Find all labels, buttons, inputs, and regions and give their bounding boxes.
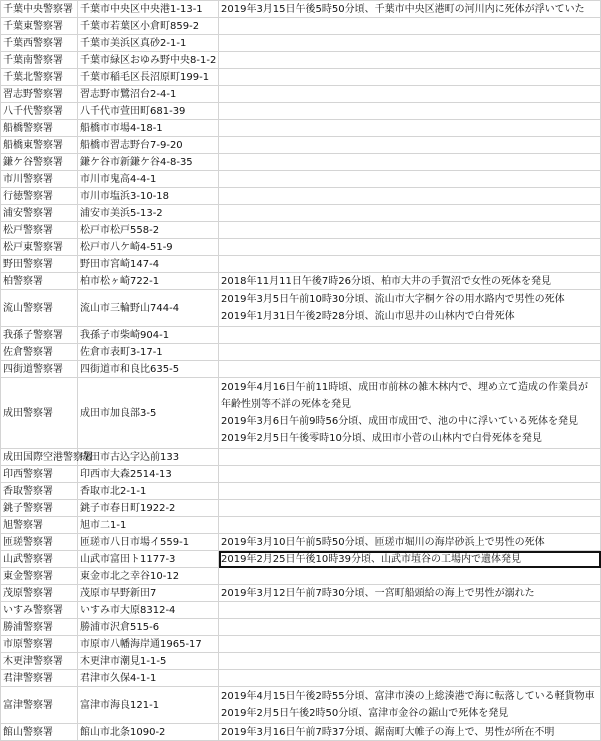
table-row: [1, 171, 601, 188]
address-cell[interactable]: 四街道市和良比635-5: [78, 361, 219, 378]
station-name-cell[interactable]: 松戸東警察署: [1, 239, 78, 256]
table-row: [1, 69, 601, 86]
station-name-cell[interactable]: 香取警察署: [1, 483, 78, 500]
table-row: [1, 551, 601, 568]
table-row: [1, 86, 601, 103]
incident-note-cell[interactable]: [219, 724, 601, 741]
table-row: [1, 222, 601, 239]
station-name-cell[interactable]: 柏警察署: [1, 273, 78, 290]
incident-note-cell[interactable]: [219, 103, 601, 120]
address-cell[interactable]: 君津市久保4-1-1: [78, 670, 219, 687]
table-row: [1, 466, 601, 483]
station-name-cell[interactable]: 鎌ケ谷警察署: [1, 154, 78, 171]
address-cell[interactable]: 東金市北之幸谷10-12: [78, 568, 219, 585]
address-cell[interactable]: 我孫子市柴崎904-1: [78, 327, 219, 344]
incident-note-line: 2019年2月25日午後10時39分頃、山武市埴谷の工場内で遺体発見: [221, 553, 521, 565]
table-row: [1, 205, 601, 222]
address-cell[interactable]: 佐倉市表町3-17-1: [78, 344, 219, 361]
table-row: [1, 256, 601, 273]
station-name-cell[interactable]: 君津警察署: [1, 670, 78, 687]
table-row: [1, 103, 601, 120]
table-row: [1, 500, 601, 517]
address-cell[interactable]: 勝浦市沢倉515-6: [78, 619, 219, 636]
table-row: [1, 290, 601, 327]
address-cell[interactable]: 富津市海良121-1: [78, 687, 219, 724]
table-row: [1, 18, 601, 35]
incident-note-line: 2019年1月31日午後2時28分頃、流山市思井の山林内で白骨死体: [221, 311, 515, 322]
address-cell[interactable]: 鎌ケ谷市新鎌ケ谷4-8-35: [78, 154, 219, 171]
incident-note-cell[interactable]: [219, 35, 601, 52]
station-name-cell[interactable]: 野田警察署: [1, 256, 78, 273]
incident-note-cell[interactable]: [219, 500, 601, 517]
address-cell[interactable]: 匝瑳市八日市場イ559-1: [78, 534, 219, 551]
table-row: [1, 35, 601, 52]
incident-note-cell[interactable]: [219, 154, 601, 171]
incident-note-cell[interactable]: [219, 171, 601, 188]
incident-note-cell[interactable]: [219, 568, 601, 585]
address-cell[interactable]: 木更津市潮見1-1-5: [78, 653, 219, 670]
address-cell[interactable]: 千葉市緑区おゆみ野中央8-1-2: [78, 52, 219, 69]
table-row: [1, 687, 601, 724]
incident-note-cell[interactable]: [219, 517, 601, 534]
station-name-cell[interactable]: 館山警察署: [1, 724, 78, 741]
station-name-cell[interactable]: 茂原警察署: [1, 585, 78, 602]
incident-note-line: 2019年3月16日午前7時37分頃、鋸南町大帷子の海上で、男性が所在不明: [221, 726, 555, 738]
incident-note-cell[interactable]: [219, 551, 601, 568]
table-row: [1, 568, 601, 585]
table-row: [1, 534, 601, 551]
incident-note-line: 2019年4月15日午後2時55分頃、富津市湊の上総湊港で海に転落している軽貨物車: [221, 691, 595, 702]
station-name-cell[interactable]: 浦安警察署: [1, 205, 78, 222]
address-cell[interactable]: 旭市二1-1: [78, 517, 219, 534]
table-row: [1, 239, 601, 256]
table-row: [1, 483, 601, 500]
incident-note-cell[interactable]: [219, 619, 601, 636]
incident-note-cell[interactable]: [219, 69, 601, 86]
incident-note-cell[interactable]: [219, 653, 601, 670]
incident-note-cell[interactable]: [219, 449, 601, 466]
incident-note-cell[interactable]: [219, 670, 601, 687]
incident-note-cell[interactable]: [219, 222, 601, 239]
incident-note-cell[interactable]: [219, 137, 601, 154]
incident-note-cell[interactable]: [219, 636, 601, 653]
table-row: [1, 361, 601, 378]
incident-note-line: 2019年3月15日午後5時50分頃、千葉市中央区港町の河川内に死体が浮いていた: [221, 3, 585, 15]
address-cell[interactable]: 千葉市若葉区小倉町859-2: [78, 18, 219, 35]
incident-note-line: 2018年11月11日午後7時26分頃、柏市大井の手賀沼で女性の死体を発見: [221, 275, 551, 287]
table-row: [1, 619, 601, 636]
incident-note-cell[interactable]: [219, 18, 601, 35]
incident-note-cell[interactable]: [219, 687, 601, 724]
table-row: [1, 188, 601, 205]
station-name-cell[interactable]: 千葉南警察署: [1, 52, 78, 69]
station-name-cell[interactable]: 船橋警察署: [1, 120, 78, 137]
station-name-cell[interactable]: 行徳警察署: [1, 188, 78, 205]
incident-note-cell[interactable]: [219, 344, 601, 361]
station-name-cell[interactable]: 習志野警察署: [1, 86, 78, 103]
address-cell[interactable]: 八千代市萱田町681-39: [78, 103, 219, 120]
table-row: [1, 653, 601, 670]
station-name-cell[interactable]: 流山警察署: [1, 290, 78, 327]
station-name-cell[interactable]: 我孫子警察署: [1, 327, 78, 344]
station-name-cell[interactable]: 市川警察署: [1, 171, 78, 188]
incident-note-cell[interactable]: [219, 205, 601, 222]
address-cell[interactable]: 船橋市市場4-18-1: [78, 120, 219, 137]
table-row: [1, 1, 601, 18]
station-name-cell[interactable]: 成田国際空港警察署: [1, 449, 78, 466]
incident-note-cell[interactable]: [219, 256, 601, 273]
address-cell[interactable]: 印西市大森2514-13: [78, 466, 219, 483]
address-cell[interactable]: 野田市宮崎147-4: [78, 256, 219, 273]
incident-note-line: 2019年4月16日午前11時頃、成田市前林の雑木林内で、埋め立て造成の作業員が: [221, 382, 589, 393]
station-name-cell[interactable]: 船橋東警察署: [1, 137, 78, 154]
incident-note-line: 2019年3月6日午前9時56分頃、成田市成田で、池の中に浮いている死体を発見: [221, 416, 579, 427]
station-name-cell[interactable]: 山武警察署: [1, 551, 78, 568]
incident-note-cell[interactable]: [219, 52, 601, 69]
address-cell[interactable]: 市川市鬼高4-4-1: [78, 171, 219, 188]
station-name-cell[interactable]: 松戸警察署: [1, 222, 78, 239]
table-row: [1, 378, 601, 449]
station-name-cell[interactable]: 八千代警察署: [1, 103, 78, 120]
address-cell[interactable]: 成田市加良部3-5: [78, 378, 219, 449]
table-row: [1, 154, 601, 171]
station-name-cell[interactable]: 東金警察署: [1, 568, 78, 585]
address-cell[interactable]: 千葉市美浜区真砂2-1-1: [78, 35, 219, 52]
table-row: [1, 724, 601, 741]
incident-note-cell[interactable]: [219, 239, 601, 256]
address-cell[interactable]: 松戸市八ケ崎4-51-9: [78, 239, 219, 256]
incident-note-cell[interactable]: [219, 120, 601, 137]
table-row: [1, 602, 601, 619]
station-name-cell[interactable]: 木更津警察署: [1, 653, 78, 670]
incident-note-line: 2019年3月10日午前5時50分頃、匝瑳市堀川の海岸砂浜上で男性の死体: [221, 536, 545, 548]
address-cell[interactable]: 流山市三輪野山744-4: [78, 290, 219, 327]
table-row: [1, 449, 601, 466]
table-row: [1, 517, 601, 534]
address-cell[interactable]: いすみ市大原8312-4: [78, 602, 219, 619]
station-name-cell[interactable]: 佐倉警察署: [1, 344, 78, 361]
station-name-cell[interactable]: 銚子警察署: [1, 500, 78, 517]
address-cell[interactable]: 山武市富田ト1177-3: [78, 551, 219, 568]
incident-note-cell[interactable]: [219, 290, 601, 327]
table-row: [1, 273, 601, 290]
station-name-cell[interactable]: 富津警察署: [1, 687, 78, 724]
incident-note-cell[interactable]: [219, 1, 601, 18]
station-name-cell[interactable]: 旭警察署: [1, 517, 78, 534]
station-name-cell[interactable]: 千葉北警察署: [1, 69, 78, 86]
table-row: [1, 52, 601, 69]
address-cell[interactable]: 松戸市松戸558-2: [78, 222, 219, 239]
station-name-cell[interactable]: 千葉中央警察署: [1, 1, 78, 18]
incident-note-cell[interactable]: [219, 483, 601, 500]
address-cell[interactable]: 市原市八幡海岸通1965-17: [78, 636, 219, 653]
station-name-cell[interactable]: 四街道警察署: [1, 361, 78, 378]
address-cell[interactable]: 習志野市鷺沼台2-4-1: [78, 86, 219, 103]
table-row: [1, 137, 601, 154]
table-row: [1, 344, 601, 361]
incident-note-cell[interactable]: [219, 361, 601, 378]
incident-note-cell[interactable]: [219, 273, 601, 290]
incident-note-line: 2019年2月5日午後零時10分頃、成田市小菅の山林内で白骨死体を発見: [221, 433, 542, 444]
incident-note-cell[interactable]: [219, 585, 601, 602]
station-name-cell[interactable]: いすみ警察署: [1, 602, 78, 619]
incident-note-cell[interactable]: [219, 327, 601, 344]
incident-note-line: 2019年2月5日午後2時50分頃、富津市金谷の鋸山で死体を発見: [221, 708, 509, 719]
incident-note-line: 2019年3月12日午前7時30分頃、一宮町船頭給の海上で男性が溺れた: [221, 587, 535, 599]
address-cell[interactable]: 館山市北条1090-2: [78, 724, 219, 741]
station-name-cell[interactable]: 成田警察署: [1, 378, 78, 449]
incident-note-cell[interactable]: [219, 86, 601, 103]
incident-note-line: 2019年3月5日午前10時30分頃、流山市大字桐ケ谷の用水路内で男性の死体: [221, 294, 565, 305]
station-name-cell[interactable]: 千葉東警察署: [1, 18, 78, 35]
station-name-cell[interactable]: 匝瑳警察署: [1, 534, 78, 551]
incident-note-cell[interactable]: [219, 466, 601, 483]
table-row: [1, 636, 601, 653]
station-name-cell[interactable]: 千葉西警察署: [1, 35, 78, 52]
incident-note-cell[interactable]: [219, 378, 601, 449]
table-row: [1, 120, 601, 137]
table-row: [1, 670, 601, 687]
address-cell[interactable]: 市川市塩浜3-10-18: [78, 188, 219, 205]
address-cell[interactable]: 銚子市春日町1922-2: [78, 500, 219, 517]
incident-note-cell[interactable]: [219, 602, 601, 619]
station-name-cell[interactable]: 印西警察署: [1, 466, 78, 483]
address-cell[interactable]: 千葉市稲毛区長沼原町199-1: [78, 69, 219, 86]
station-name-cell[interactable]: 勝浦警察署: [1, 619, 78, 636]
address-cell[interactable]: 船橋市習志野台7-9-20: [78, 137, 219, 154]
address-cell[interactable]: 浦安市美浜5-13-2: [78, 205, 219, 222]
incident-note-cell[interactable]: [219, 534, 601, 551]
address-cell[interactable]: 成田市古込字込前133: [78, 449, 219, 466]
station-name-cell[interactable]: 市原警察署: [1, 636, 78, 653]
address-cell[interactable]: 千葉市中央区中央港1-13-1: [78, 1, 219, 18]
table-row: [1, 585, 601, 602]
address-cell[interactable]: 茂原市早野新田7: [78, 585, 219, 602]
address-cell[interactable]: 香取市北2-1-1: [78, 483, 219, 500]
incident-note-line: 年齢性別等不詳の死体を発見: [221, 399, 351, 410]
address-cell[interactable]: 柏市松ヶ崎722-1: [78, 273, 219, 290]
table-row: [1, 327, 601, 344]
incident-note-cell[interactable]: [219, 188, 601, 205]
